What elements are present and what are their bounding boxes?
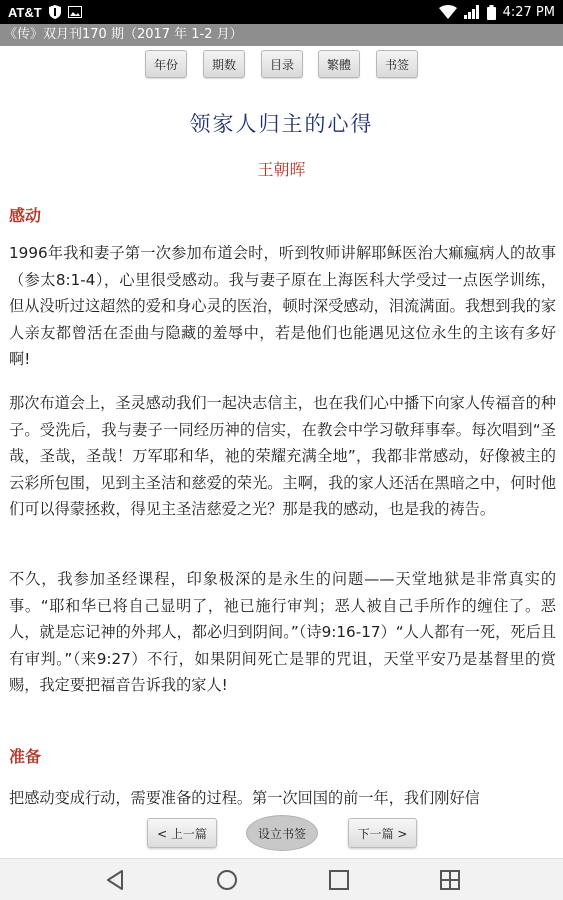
battery-icon xyxy=(487,5,496,20)
paragraph: 不久，我参加圣经课程，印象极深的是永生的问题——天堂地狱是非常真实的事。“耶和华已将自己显明了，祂已施行审判；恶人被自己手所作的缠住了。恶人，就是忘记神的外邦人，都必归到阴间。”（诗9:16-17）“人人都有一死，死后且有审判。”（来9:27）不行，如果阴间死亡是罪的咒诅，天堂平安乃是基督里的赏赐，我定要把福音告诉我的家人! xyxy=(9,570,556,695)
status-right xyxy=(439,5,555,20)
signal-icon xyxy=(464,5,480,19)
shield-icon xyxy=(49,5,61,19)
issue-button[interactable]: 期数 xyxy=(203,50,245,78)
recents-icon[interactable] xyxy=(326,867,352,893)
paragraph: 把感动变成行动，需要准备的过程。第一次回国的前一年，我们刚好信 xyxy=(9,789,480,807)
back-icon[interactable] xyxy=(102,867,128,893)
bookmarks-button[interactable]: 书签 xyxy=(376,50,418,78)
system-nav-bar xyxy=(0,858,563,900)
year-button[interactable]: 年份 xyxy=(145,50,187,78)
prev-article-button[interactable]: < 上一篇 xyxy=(147,818,217,848)
set-bookmark-button[interactable]: 设立书签 xyxy=(246,815,318,851)
status-bar xyxy=(0,0,563,24)
section-heading: 感动 xyxy=(9,206,42,225)
article-title: 领家人归主的心得 xyxy=(189,112,374,136)
article-author: 王朝晖 xyxy=(257,160,306,179)
section-heading: 准备 xyxy=(9,747,42,766)
nav-toolbar xyxy=(0,50,563,80)
app-header: 《传》双月刊170 期（2017 年 1-2 月） xyxy=(0,24,563,46)
traditional-chinese-button[interactable]: 繁體 xyxy=(318,50,360,78)
image-icon xyxy=(68,6,82,18)
toc-button[interactable]: 目录 xyxy=(261,50,303,78)
home-icon[interactable] xyxy=(214,867,240,893)
next-article-button[interactable]: 下一篇 > xyxy=(348,818,417,848)
split-screen-icon[interactable] xyxy=(437,867,463,893)
status-left xyxy=(8,5,82,20)
paragraph: 那次布道会上，圣灵感动我们一起决志信主，也在我们心中播下向家人传福音的种子。受洗后，我与妻子一同经历神的信实，在教会中学习敬拜事奉。每次唱到“圣哉，圣哉，圣哉！万军耶和华，祂的荣耀充满全地”，我都非常感动，好像被主的云彩所包围，见到主圣洁和慈爱的荣光。主啊，我的家人还活在黑暗之中，何时他们可以得蒙拯救，得见主圣洁慈爱之光？那是我的感动，也是我的祷告。 xyxy=(9,394,556,519)
wifi-icon xyxy=(439,5,457,19)
carrier-label: AT&T xyxy=(8,4,42,20)
paragraph: 1996年我和妻子第一次参加布道会时，听到牧师讲解耶稣医治大痲瘋病人的故事（参太8:1-4），心里很受感动。我与妻子原在上海医科大学受过一点医学训练，但从没听过这超然的爱和身心灵的医治，顿时深受感动，泪流满面。我想到我的家人亲友都曾活在歪曲与隐藏的羞辱中，若是他们也能遇见这位永生的主该有多好啊! xyxy=(9,244,556,369)
clock: 4:27 PM xyxy=(502,4,555,20)
